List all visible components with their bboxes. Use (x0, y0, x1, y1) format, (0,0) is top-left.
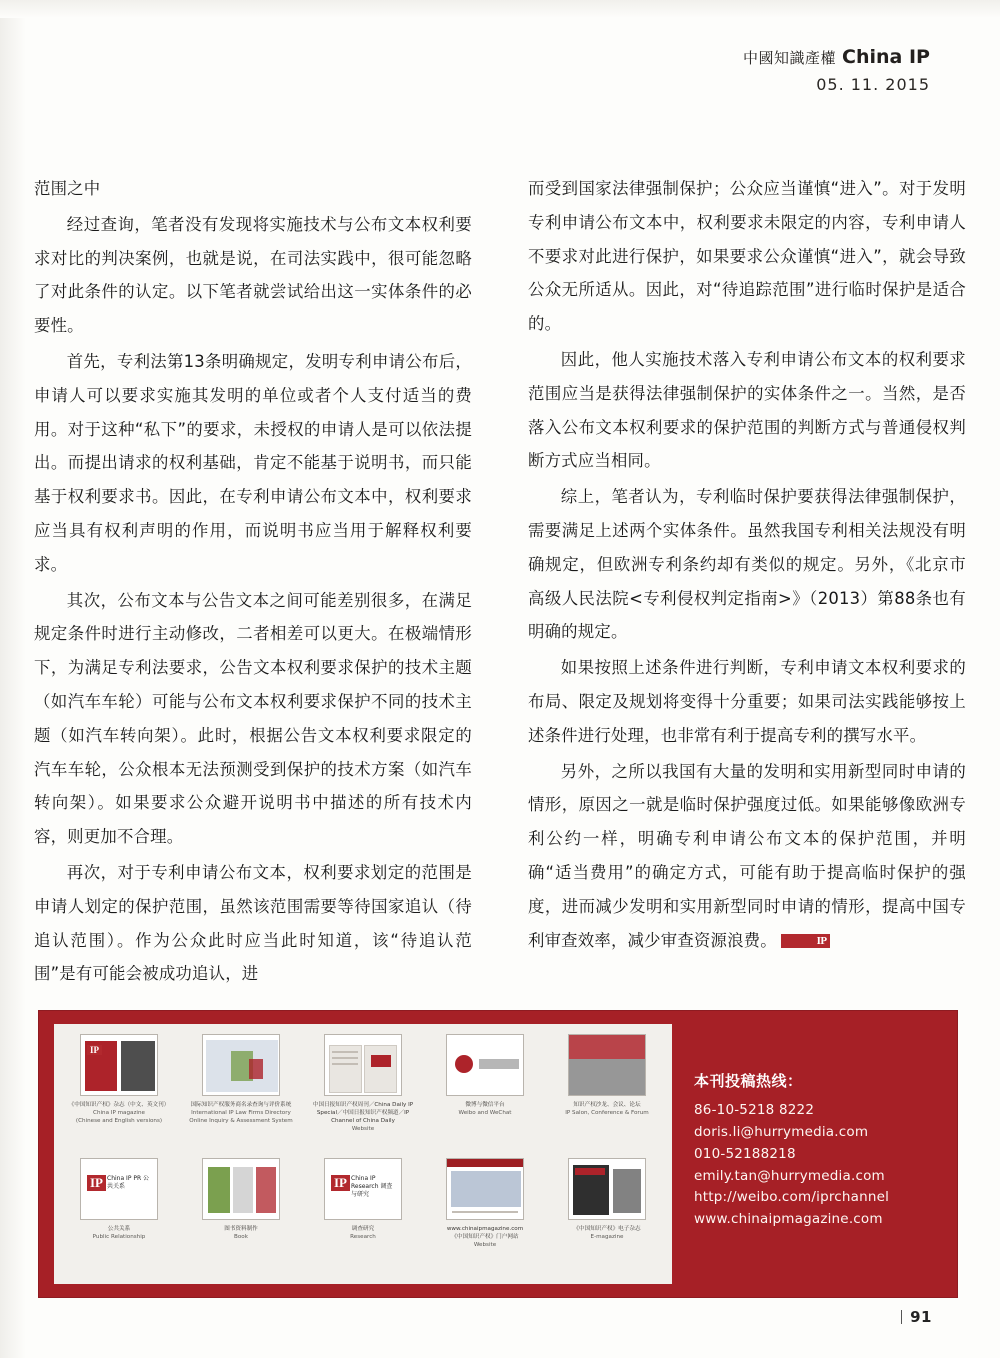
ip-research-thumb: IP China IP Research 调查与研究 (324, 1158, 402, 1220)
footer-rule (901, 1310, 902, 1324)
e-magazine-thumb (568, 1158, 646, 1220)
advert-item[interactable] (302, 1154, 424, 1278)
advert-item[interactable] (546, 1154, 668, 1278)
advert-caption: 《中国知识产权》电子杂志 E-magazine (573, 1226, 641, 1241)
paragraph: 因此，他人实施技术落入专利申请公布文本的权利要求范围应当是获得法律强制保护的实体条件之一。当然，是否落入公布文本权利要求的保护范围的判断方式与普通侵权判断方式应当相同。 (528, 349, 966, 471)
ip-pr-label: China IP PR 公共关系 (107, 1175, 150, 1191)
ip-research-label: China IP Research 调查与研究 (351, 1175, 393, 1199)
advert-item[interactable] (424, 1154, 546, 1278)
advert-caption: 微博与微信平台 Weibo and WeChat (458, 1102, 512, 1117)
paragraph: 再次，对于专利申请公布文本，权利要求划定的范围是申请人划定的保护范围，虽然该范围需要等待国家追认（待追认范围）。作为公众此时应当此时知道，该“待追认范围”是有可能会被成功追认，进 (34, 862, 472, 984)
contact-phone-2: 010-52188218 (694, 1145, 796, 1162)
contact-website-link[interactable]: www.chinaipmagazine.com (694, 1211, 883, 1228)
advert-item[interactable] (58, 1154, 180, 1278)
paragraph: 综上，笔者认为，专利临时保护要获得法律强制保护，需要满足上述两个实体条件。虽然我国专利相关法规没有明确规定，但欧洲专利条约却有类似的规定。另外，《北京市高级人民法院<专利侵权判定指南>》（2013）第88条也有明确的规定。 (528, 487, 966, 642)
advert-item[interactable] (180, 1154, 302, 1278)
paragraph-final (528, 755, 966, 958)
magazine-covers-thumb: IP (80, 1034, 158, 1096)
contact-email-2[interactable]: emily.tan@hurrymedia.com (694, 1167, 885, 1184)
issue-date: 05. 11. 2015 (816, 74, 930, 94)
publication-name-en: China IP (842, 46, 930, 68)
advert-item[interactable] (58, 1030, 180, 1154)
paragraph: 范围之中 (34, 179, 101, 198)
contact-phone-1: 86-10-5218 8222 (694, 1102, 815, 1118)
advert-caption: 调查研究 Research (350, 1226, 376, 1241)
publication-name-cn: 中國知識產權 (743, 49, 837, 67)
ip-public-relations-thumb: IP China IP PR 公共关系 (80, 1158, 158, 1220)
paragraph: 经过查询，笔者没有发现将实施技术与公布文本权利要求对比的判决案例，也就是说，在司法实践中，很可能忽略了对此条件的认定。以下笔者就尝试给出这一实体条件的必要性。 (34, 214, 472, 336)
advert-thumbnail-grid (54, 1024, 672, 1284)
page-number: 91 (910, 1308, 932, 1326)
contact-title: 本刊投稿热线： (694, 1072, 803, 1090)
right-column (528, 172, 966, 993)
masthead-titles (743, 46, 930, 70)
advert-caption: 知识产权沙龙、会议、论坛 IP Salon, Conference & Forum (565, 1102, 649, 1117)
paragraph: 如果按照上述条件进行判断，专利申请文本权利要求的布局、限定及规划将变得十分重要；如果司法实践能够按上述条件进行处理，也非常有利于提高专利的撰写水平。 (528, 658, 966, 745)
left-column (34, 172, 472, 993)
books-thumb (202, 1158, 280, 1220)
advert-caption: 图书资料制作 Book (224, 1226, 258, 1241)
scan-edge-top (0, 0, 1000, 18)
advert-caption: www.chinaipmagazine.com 《中国知识产权》门户网站 Website (431, 1225, 539, 1249)
advert-item[interactable] (302, 1030, 424, 1154)
paragraph: 而受到国家法律强制保护；公众应当谨慎“进入”。对于发明专利申请公布文本中，权利要求未限定的内容，专利申请人不要求对此进行保护，如果要求公众谨慎“进入”，就会导致公众无所适从。因此，对“待追踪范围”进行临时保护是适合的。 (528, 179, 966, 334)
directory-system-thumb (202, 1034, 280, 1096)
end-of-article-ip-mark: IP (781, 934, 830, 949)
contact-weibo-link[interactable]: http://weibo.com/iprchannel (694, 1189, 890, 1206)
masthead (743, 46, 930, 95)
paragraph-text: 另外，之所以我国有大量的发明和实用新型同时申请的情形，原因之一就是临时保护强度过低。如果能够像欧洲专利公约一样，明确专利申请公布文本的保护范围，并明确“适当费用”的确定方式，可能有助于提高临时保护的强度，进而减少发明和实用新型同时申请的情形，提高中国专利审查效率，减少审查资源浪费。 (528, 761, 966, 950)
advert-item[interactable] (180, 1030, 302, 1154)
contact-block (694, 1070, 889, 1231)
website-url: www.chinaipmagazine.com (446, 1226, 524, 1232)
paragraph: 首先，专利法第13条明确规定，发明专利申请公布后，申请人可以要求实施其发明的单位或者个人支付适当的费用。对于这种“私下”的要求，未授权的申请人是可以依法提出。而提出请求的权利基础，肯定不能基于说明书，而只能基于权利要求书。因此，在专利申请公布文本中，权利要求应当具有权利声明的作用，而说明书应当用于解释权利要求。 (34, 351, 472, 574)
article-body (34, 172, 966, 993)
newspaper-pages-thumb (324, 1034, 402, 1096)
advert-caption: 《中国知识产权》杂志（中文、英文刊） China IP magazine (Chinese and English versions) (68, 1102, 170, 1125)
advert-item[interactable] (546, 1030, 668, 1154)
advertisement-banner (38, 1010, 958, 1298)
contact-email-1[interactable]: doris.li@hurrymedia.com (694, 1123, 869, 1140)
website-thumb (446, 1158, 524, 1220)
page-footer (901, 1308, 932, 1326)
conference-photo-thumb (568, 1034, 646, 1096)
social-media-thumb (446, 1034, 524, 1096)
advert-caption: 公共关系 Public Relationship (92, 1226, 146, 1241)
advert-caption: 中国日报知识产权周刊／China Daily IP Special／中国日报知识产权频道／IP Channel of China Daily Website (312, 1102, 414, 1133)
advert-caption: 国际知识产权服务商名录查询与评价系统 International IP Law Firms Directory Online Inquiry & Assessment System (189, 1102, 293, 1125)
scan-edge-left (0, 0, 26, 1358)
advert-item[interactable] (424, 1030, 546, 1154)
paragraph: 其次，公布文本与公告文本之间可能差别很多，在满足规定条件时进行主动修改，二者相差可以更大。在极端情形下，为满足专利法要求，公告文本权利要求保护的技术主题（如汽车车轮）可能与公布文本权利要求保护不同的技术主题（如汽车转向架）。此时，根据公告文本权利要求限定的汽车车轮，公众根本无法预测受到保护的技术方案（如汽车转向架）。如果要求公众避开说明书中描述的所有技术内容，则更加不合理。 (34, 590, 472, 847)
